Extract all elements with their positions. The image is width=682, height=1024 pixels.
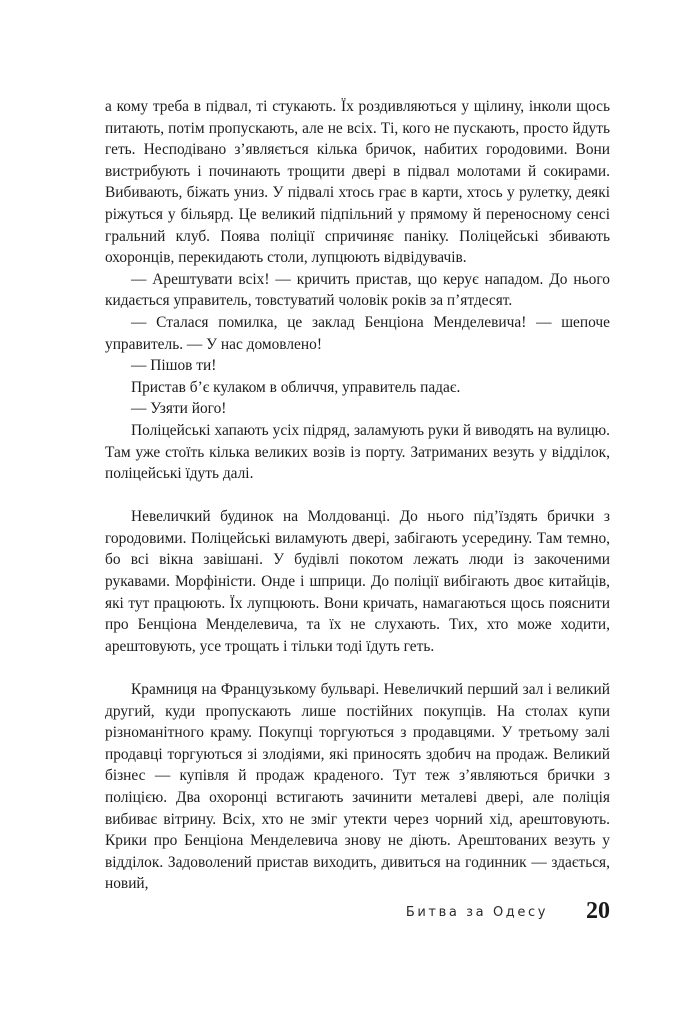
paragraph-dialogue: — Арештувати всіх! — кричить пристав, що керує нападом. До нього кидається управитель, товстуватий чоловік років за п’ятдесят. xyxy=(105,270,610,310)
paragraph: Пристав б’є кулаком в обличчя, управитель падає. xyxy=(131,378,461,396)
page-footer xyxy=(0,898,610,928)
paragraph-section: Крамниця на Французькому бульварі. Невеличкий перший зал і великий другий, куди пропускають лише постійних покупців. На столах купи різноманітного краму. Покупці торгуються з продавцями. У третьому залі продавці торгуються зі злодіями, які приносять здобич на продаж. Великий бізнес — купівля й продаж краденого. Тут теж з’являються брички з поліцією. Два охоронці встигають зачинити металеві двері, але поліція вибиває вітрину. Всіх, хто не зміг утекти через чорний хід, арештовують. Крики про Бенціона Менделевича знову не діють. Арештованих везуть у відділок. Задоволений пристав виходить, дивиться на годинник — здається, новий, xyxy=(105,681,610,893)
paragraph-dialogue: — Сталася помилка, це заклад Бенціона Менделевича! — шепоче управитель. — У нас домовлено! xyxy=(105,313,610,353)
paragraph-dialogue: — Пішов ти! xyxy=(131,357,217,375)
paragraph-section: Невеличкий будинок на Молдованці. До нього під’їздять брички з городовими. Поліцейські виламують двері, забігають усередину. Там темно, бо всі вікна завішані. У будівлі покотом лежать люди із закоченими рукавами. Морфіністи. Онде і шприци. До поліції вибігають двоє китайців, які тут працюють. Їх лупцюють. Вони кричать, намагаються щось пояснити про Бенціона Менделевича, та їх не слухають. Тих, хто може ходити, арештовують, усе трощать і тільки тоді їдуть геть. xyxy=(105,508,610,655)
page-number: 20 xyxy=(586,898,610,924)
page-body xyxy=(105,96,610,895)
running-title: Битва за Одесу xyxy=(405,905,548,920)
paragraph: Поліцейські хапають усіх підряд, заламують руки й виводять на вулицю. Там уже стоїть кілька великих возів із порту. Затриманих везуть у відділок, поліцейські їдуть далі. xyxy=(105,421,610,483)
paragraph-dialogue: — Узяти його! xyxy=(131,400,227,418)
paragraph-continuation: а кому треба в підвал, ті стукають. Їх роздивляються у щілину, інколи щось питають, потім пропускають, але не всіх. Ті, кого не пускають, просто йдуть геть. Несподівано з’являється кілька бричок, набитих городовими. Вони вистрибують і починають трощити двері в підвал молотами й сокирами. Вибивають, біжать униз. У підвалі хтось грає в карти, хтось у рулетку, деякі ріжуться у більярд. Це великий підпільний у прямому й переносному сенсі гральний клуб. Поява поліції спричиняє паніку. Поліцейські збивають охоронців, перекидають столи, лупцюють відвідувачів. xyxy=(105,98,610,267)
